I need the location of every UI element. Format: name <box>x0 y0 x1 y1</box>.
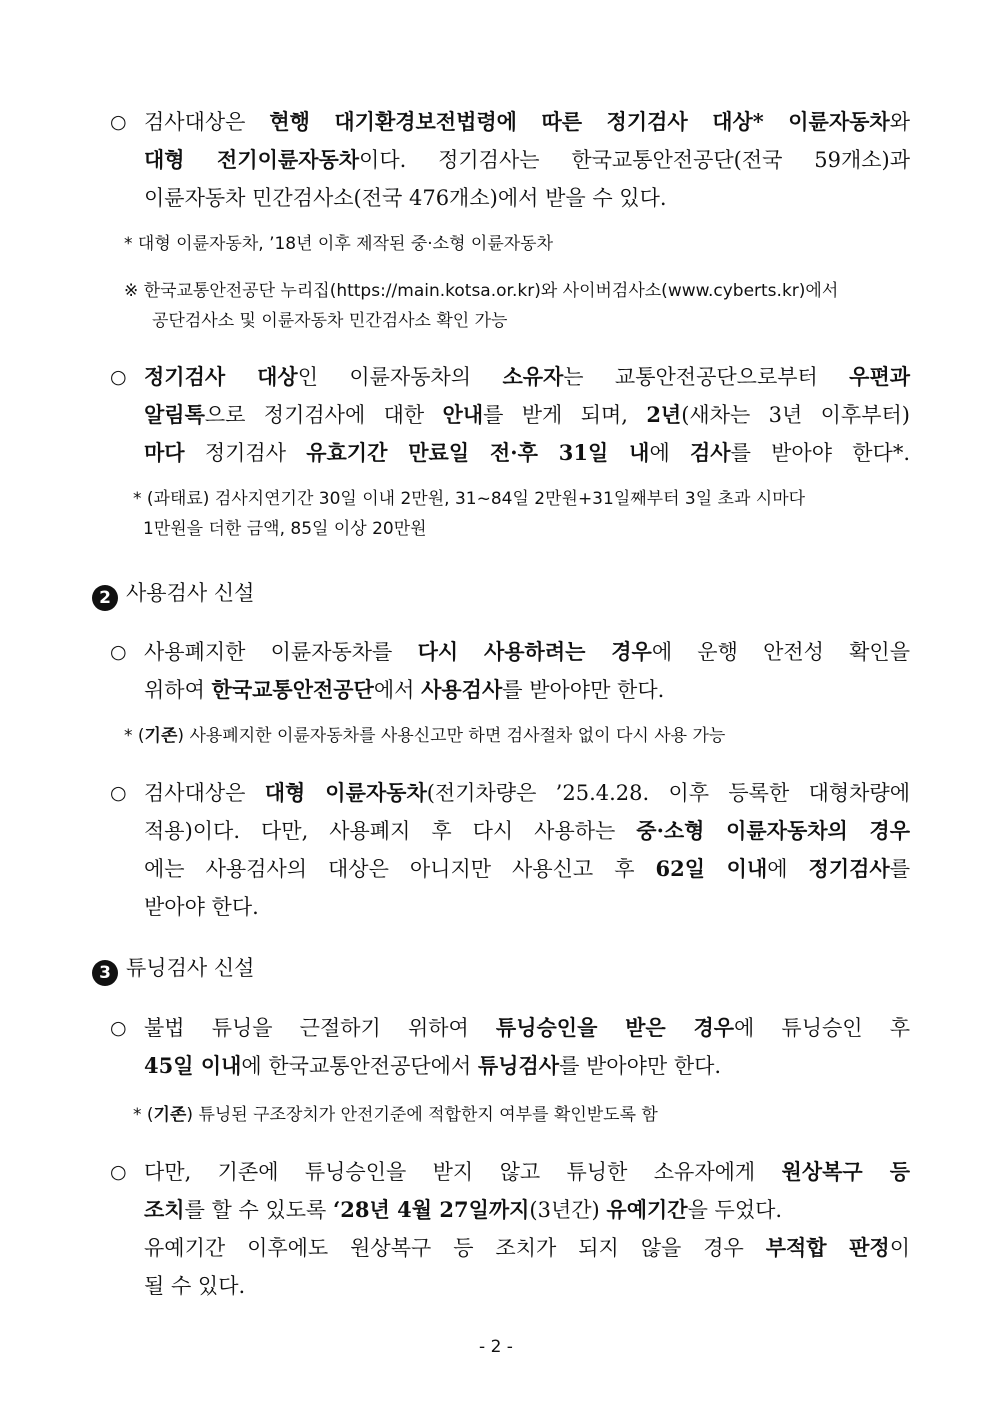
text-run: 를 할 수 있도록 <box>184 1198 333 1222</box>
bold-run: 기존 <box>144 726 178 746</box>
paragraph-reuse-inspection <box>110 633 910 709</box>
text-line <box>144 358 910 396</box>
text-run: 를 받아야 한다*. <box>730 441 910 465</box>
note-line: 1만원을 더한 금액, 85일 이상 20만원 <box>143 519 427 539</box>
text-run: 정기검사 <box>184 441 307 465</box>
text-line <box>144 812 910 850</box>
bold-run: 유효기간 만료일 전·후 31일 내 <box>306 440 650 465</box>
bold-run: 검사 <box>690 440 731 465</box>
bold-run: 한국교통안전공단 <box>211 677 374 702</box>
text-run: 를 받아야만 한다. <box>502 678 665 702</box>
footnote-previous-usage <box>124 721 725 751</box>
bold-run: 대형 전기이륜자동차 <box>144 147 360 172</box>
footnote-penalty <box>133 484 805 544</box>
text-run: (전기차량은 ’25.4.28. 이후 등록한 대형차량에 <box>426 781 911 805</box>
text-run: (새차는 3년 이후부터) <box>681 403 910 427</box>
bullet-circle: ○ <box>110 782 127 804</box>
text-run: 사용폐지한 이륜자동차를 <box>144 640 418 664</box>
section-number-badge: 2 <box>92 585 118 611</box>
note-line: 공단검사소 및 이륜자동차 민간검사소 확인 가능 <box>152 311 508 331</box>
bold-run: 현행 대기환경보전법령에 따른 정기검사 대상 <box>269 109 753 134</box>
bold-run: 튜닝검사 <box>477 1053 560 1078</box>
bold-run: 다시 사용하려는 경우 <box>417 639 652 664</box>
text-run: 를 <box>889 857 910 881</box>
text-run: 위하여 <box>144 678 212 702</box>
bold-run: 사용검사 <box>421 677 503 702</box>
paragraph-tuning-inspection <box>110 1009 910 1085</box>
text-run: ) 튜닝된 구조장치가 안전기준에 적합한지 여부를 확인받도록 함 <box>186 1105 658 1125</box>
text-run: 에 <box>649 441 691 465</box>
text-line: 될 수 있다. <box>144 1274 246 1298</box>
text-run: * ( <box>124 726 145 746</box>
text-line <box>144 774 910 812</box>
bold-run: 알림톡 <box>144 402 205 427</box>
text-run: 유예기간 이후에도 원상복구 등 조치가 되지 않을 경우 <box>144 1236 766 1260</box>
paragraph-grace-period <box>110 1153 910 1305</box>
bold-run: 소유자 <box>502 364 564 389</box>
bold-run: 부적합 판정 <box>765 1235 890 1260</box>
bullet-circle: ○ <box>110 1161 127 1183</box>
reference-note-websites <box>124 276 838 336</box>
text-run: (3년간) <box>529 1198 607 1222</box>
section-title: 튜닝검사 신설 <box>126 956 255 980</box>
bold-run: 중·소형 이륜자동차의 경우 <box>636 818 910 843</box>
text-line <box>144 1153 910 1191</box>
text-run: 으로 정기검사에 대한 <box>204 403 443 427</box>
footnote-previous-tuning <box>133 1100 658 1130</box>
text-line <box>144 671 910 709</box>
bold-run: 조치 <box>144 1197 185 1222</box>
text-line <box>144 141 910 179</box>
bold-run: 마다 <box>144 440 185 465</box>
text-run: 를 받아야만 한다. <box>559 1054 722 1078</box>
bullet-circle: ○ <box>110 641 127 663</box>
bold-run: 대형 이륜자동차 <box>264 780 427 805</box>
section-heading-tuning-inspection <box>92 953 254 986</box>
text-run: 에 한국교통안전공단에서 <box>241 1054 478 1078</box>
bold-run: ‘28년 4월 27일까지 <box>333 1197 530 1222</box>
text-run: 다만, 기존에 튜닝승인을 받지 않고 튜닝한 소유자에게 <box>144 1160 782 1184</box>
text-run: 와 <box>889 110 910 134</box>
text-run: 이다. 정기검사는 한국교통안전공단(전국 59개소)과 <box>359 148 910 172</box>
section-title: 사용검사 신설 <box>126 581 255 605</box>
section-heading-usage-inspection <box>92 578 254 611</box>
bullet-circle: ○ <box>110 1017 127 1039</box>
text-run: 적용)이다. 다만, 사용폐지 후 다시 사용하는 <box>144 819 637 843</box>
paragraph-inspection-targets <box>110 103 910 217</box>
bold-run: 정기검사 대상 <box>144 364 298 389</box>
text-line <box>144 434 910 472</box>
bold-run: 안내 <box>442 402 484 427</box>
text-line <box>144 103 910 141</box>
text-line: 받아야 한다. <box>144 895 259 919</box>
page-number: - 2 - <box>479 1337 513 1357</box>
bold-run: 기존 <box>153 1105 187 1125</box>
text-line <box>144 1191 910 1229</box>
bold-run: 45일 이내 <box>144 1053 242 1078</box>
paragraph-usage-targets <box>110 774 910 926</box>
bold-run: 2년 <box>646 402 682 427</box>
text-run: 에 튜닝승인 후 <box>734 1016 910 1040</box>
text-run: 불법 튜닝을 근절하기 위하여 <box>144 1016 496 1040</box>
bullet-circle: ○ <box>110 366 127 388</box>
text-line <box>144 1047 910 1085</box>
text-run: 에 <box>767 857 809 881</box>
text-run: 는 교통안전공단으로부터 <box>563 365 850 389</box>
footnote-large-motorcycle: * 대형 이륜자동차, ’18년 이후 제작된 중·소형 이륜자동차 <box>124 234 554 254</box>
bold-run: 정기검사 <box>808 856 890 881</box>
bold-run: 튜닝승인을 받은 경우 <box>495 1015 735 1040</box>
text-run: 검사대상은 <box>144 110 270 134</box>
text-run: 검사대상은 <box>144 781 265 805</box>
text-line <box>144 396 910 434</box>
bold-run: * 이륜자동차 <box>752 109 890 134</box>
bold-run: 우편과 <box>849 364 911 389</box>
text-run: 을 두었다. <box>687 1198 783 1222</box>
text-run: 에 운행 안전성 확인을 <box>651 640 910 664</box>
section-number-badge: 3 <box>92 960 118 986</box>
text-run: 인 이륜자동차의 <box>297 365 503 389</box>
text-line <box>144 850 910 888</box>
text-run: 에는 사용검사의 대상은 아니지만 사용신고 후 <box>144 857 656 881</box>
text-line <box>144 633 910 671</box>
note-line: ※ 한국교통안전공단 누리집(https://main.kotsa.or.kr)와 사이버검사소(www.cyberts.kr)에서 <box>124 281 839 301</box>
paragraph-periodic-inspection <box>110 358 910 472</box>
text-run: * ( <box>133 1105 154 1125</box>
note-line: * (과태료) 검사지연기간 30일 이내 2만원, 31~84일 2만원+31일째부터 3일 초과 시마다 <box>133 489 806 509</box>
bold-run: 62일 이내 <box>655 856 768 881</box>
text-run: 에서 <box>373 678 422 702</box>
text-run: 이 <box>889 1236 910 1260</box>
text-run: ) 사용폐지한 이륜자동차를 사용신고만 하면 검사절차 없이 다시 사용 가능 <box>177 726 726 746</box>
text-line <box>144 1009 910 1047</box>
bold-run: 유예기간 <box>606 1197 688 1222</box>
text-line <box>144 1229 910 1267</box>
bullet-circle: ○ <box>110 111 127 133</box>
text-run: 를 받게 되며, <box>483 403 647 427</box>
bold-run: 원상복구 등 <box>781 1159 910 1184</box>
text-line: 이륜자동차 민간검사소(전국 476개소)에서 받을 수 있다. <box>144 186 667 210</box>
